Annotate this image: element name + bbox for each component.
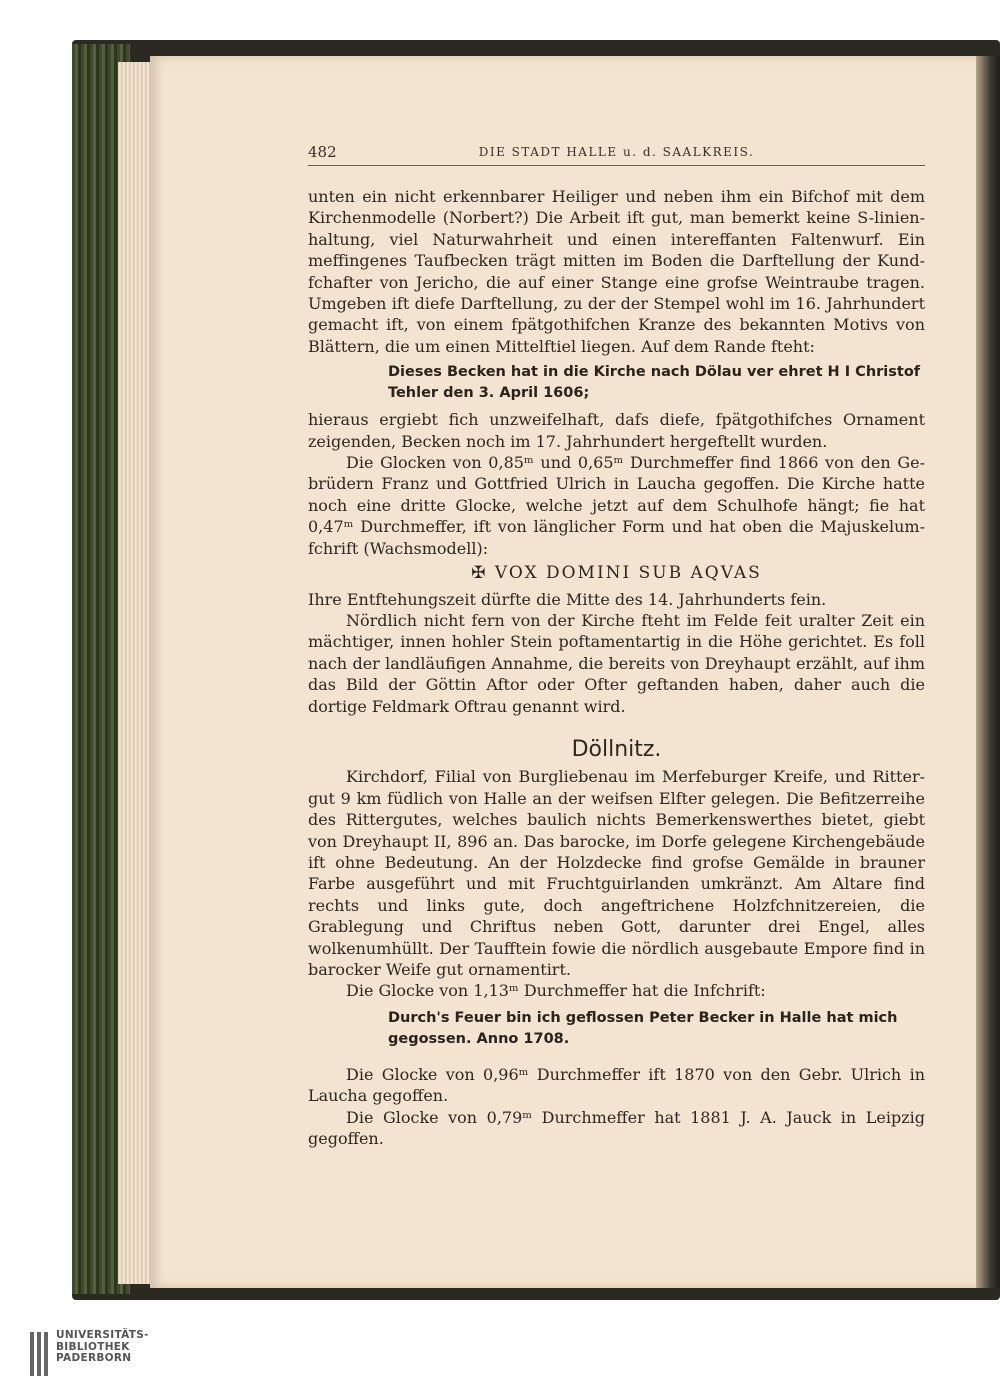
paragraph: Die Glocke von 0,79ᵐ Durchmeffer hat 1881 J. A. Jauck in Leipzig gegoffen. [308,1107,925,1149]
page-body [308,186,925,1149]
running-header [308,141,925,166]
paragraph: unten ein nicht erkennbarer Heiliger und neben ihm ein Bifchof mit dem Kirchenmodelle (Norbert?) Die Arbeit ift gut, man bemerkt keine S-linien-haltung, viel Naturwahrheit und einen intereffanten Faltenwurf. Ein meffingenes Taufbecken trägt mitten im Boden die Darftellung der Kund-fchafter von Jericho, die auf einer Stange eine grofse Weintraube tragen. Umgeben ift diefe Darftellung, zu der der Stempel wohl im 16. Jahrhundert gemacht ift, von einem fpätgothifchen Kranze des bekannten Motivs von Blättern, die um einen Mittelftiel liegen. Auf dem Rande fteht: [308,187,925,356]
logo-line: BIBLIOTHEK [56,1340,130,1353]
paragraph: Die Glocken von 0,85ᵐ und 0,65ᵐ Durchmeffer find 1866 von den Ge-brüdern Franz und Gottfried Ulrich in Laucha gegoffen. Die Kirche hatte noch eine dritte Glocke, welche jetzt auf dem Schulhofe hängt; fie hat 0,47ᵐ Durchmeffer, ift von länglicher Form und hat oben die Majuskelum-fchrift (Wachsmodell): [308,453,925,558]
section-title: Döllnitz. [571,736,662,762]
paragraph: Kirchdorf, Filial von Burgliebenau im Merfeburger Kreife, und Ritter-gut 9 km füdlich von Halle an der weifsen Elfter gelegen. Die Befitzerreihe des Rittergutes, welches baulich nichts Bemerkenswerthes bietet, giebt von Dreyhaupt II, 896 an. Das barocke, im Dorfe gelegene Kirchengebäude ift ohne Bedeutung. An der Holzdecke find grofse Gemälde in brauner Farbe ausgeführt und mit Fruchtguirlanden umkränzt. Am Altare find rechts und links gute, doch angeftrichene Holzfchnitzereien, die Grablegung und Chriftus neben Gott, darunter drei Engel, alles wolkenumhüllt. Der Taufftein fowie die nördlich ausgebaute Empore find in barocker Weife gut ornamentirt. [308,767,925,979]
page-number: 482 [308,143,337,161]
paragraph: Ihre Entftehungszeit dürfte die Mitte des 14. Jahrhunderts fein. [308,589,827,609]
paragraph: Die Glocke von 0,96ᵐ Durchmeffer ift 1870 von den Gebr. Ulrich in Laucha gegoffen. [308,1064,925,1106]
logo-line: UNIVERSITÄTS- [56,1329,149,1341]
library-logo-icon [30,1332,50,1376]
logo-line: PADERBORN [56,1352,132,1364]
majuscule-inscription: ✠ VOX DOMINI SUB AQVAS [471,563,762,584]
paragraph: Die Glocke von 1,13ᵐ Durchmeffer hat die Infchrift: [346,981,766,1001]
paragraph: Nördlich nicht fern von der Kirche fteht im Felde feit uralter Zeit ein mächtiger, innen hohler Stein poftamentartig in die Höhe gerichtet. Es foll nach der landläufigen Annahme, die bereits von Dreyhaupt erzählt, auf ihm das Bild der Göttin Aftor oder Ofter geftanden haben, daher auch die dortige Feldmark Oftrau genannt wird. [308,610,925,716]
paragraph: hieraus ergiebt fich unzweifelhaft, dafs diefe, fpätgothifches Ornament zeigenden, Becken noch im 17. Jahrhundert hergeftellt wurden. [308,410,925,451]
inscription-quote: Durch's Feuer bin ich geflossen Peter Becker in Halle hat mich gegossen. Anno 1708. [388,1009,898,1047]
library-logo [30,1330,170,1380]
book-right-edge [976,56,1000,1288]
inscription-quote: Dieses Becken hat in die Kirche nach Dölau ver ehret H I Christof Tehler den 3. April 1606; [388,364,921,402]
running-title: DIE STADT HALLE u. d. SAALKREIS. [478,145,755,159]
